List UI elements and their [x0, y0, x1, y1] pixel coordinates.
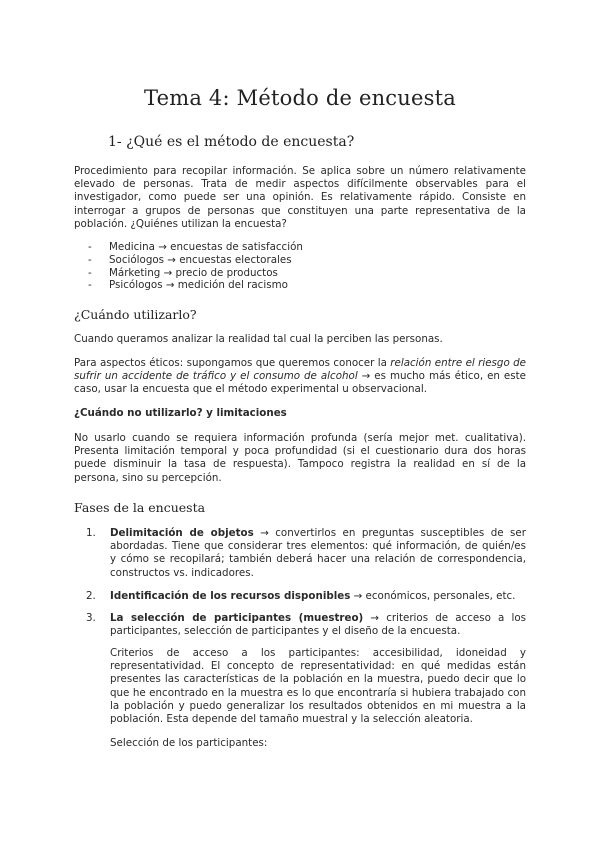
section-heading-phases: Fases de la encuesta — [74, 500, 206, 515]
phase-item-2: 2. Identificación de los recursos disponibles → económicos, personales, etc. — [86, 590, 516, 602]
page-title: Tema 4: Método de encuesta — [144, 86, 456, 110]
limitations-paragraph: No usarlo cuando se requiera información profunda (sería mejor met. cualitativa). Presenta limitación temporal y poca profundidad (si el cuestionario dura dos horas puede disminuir la tasa de respuesta). Tampoco registra la realidad en sí de la persona, sino su percepción. — [74, 432, 526, 484]
when-paragraph: Cuando queramos analizar la realidad tal cual la perciben las personas. — [74, 333, 443, 345]
users-list — [88, 241, 303, 292]
list-item: - Sociólogos → encuestas electorales — [88, 253, 292, 266]
section-heading-what-is: 1- ¿Qué es el método de encuesta? — [108, 134, 355, 150]
intro-paragraph: Procedimiento para recopilar información. Se aplica sobre un número relativamente elevado de personas. Trata de medir aspectos difícilmente observables para el investigador, como puede ser una opinión. Es relativamente rápido. Consiste en interrogar a grupos de personas que constituyen una parte representativa de la población. ¿Quiénes utilizan la encuesta? — [74, 165, 526, 230]
ethics-paragraph: Para aspectos éticos: supongamos que queremos conocer la relación entre el riesgo de sufrir un accidente de tráfico y el consumo de alcohol → es mucho más ético, en este caso, usar la encuesta que el método experimental u observacional. — [74, 357, 526, 396]
list-item: - Márketing → precio de productos — [88, 266, 278, 279]
list-item: - Psicólogos → medición del racismo — [88, 279, 288, 292]
selection-paragraph: Selección de los participantes: — [110, 737, 268, 749]
section-heading-when-to-use: ¿Cuándo utilizarlo? — [74, 307, 197, 322]
criteria-paragraph: Criterios de acceso a los participantes: accesibilidad, idoneidad y representatividad. El concepto de representatividad: en qué medidas están presentes las características de la población en la muestra, puedo decir que lo que he encontrado en la muestra es lo que encontraría si hubiera trabajado con la población y puedo generalizar los resultados obtenidos en mi muestra a la población. Esta depende del tamaño muestral y la selección aleatoria. — [110, 647, 526, 726]
phase-item-3: 3. La selección de participantes (muestreo) → criterios de acceso a los participantes, selección de participantes y el diseño de la encuesta. — [86, 612, 527, 638]
phase-item-1: 1. Delimitación de objetos → convertirlos en preguntas susceptibles de ser abordadas. Tiene que considerar tres elementos: qué información, de quién/es y cómo se recopilará; también deberá hacer una relación de correspondencia, constructos vs. indicadores. — [86, 527, 526, 579]
list-item: - Medicina → encuestas de satisfacción — [88, 241, 303, 253]
limitations-heading: ¿Cuándo no utilizarlo? y limitaciones — [74, 407, 287, 419]
